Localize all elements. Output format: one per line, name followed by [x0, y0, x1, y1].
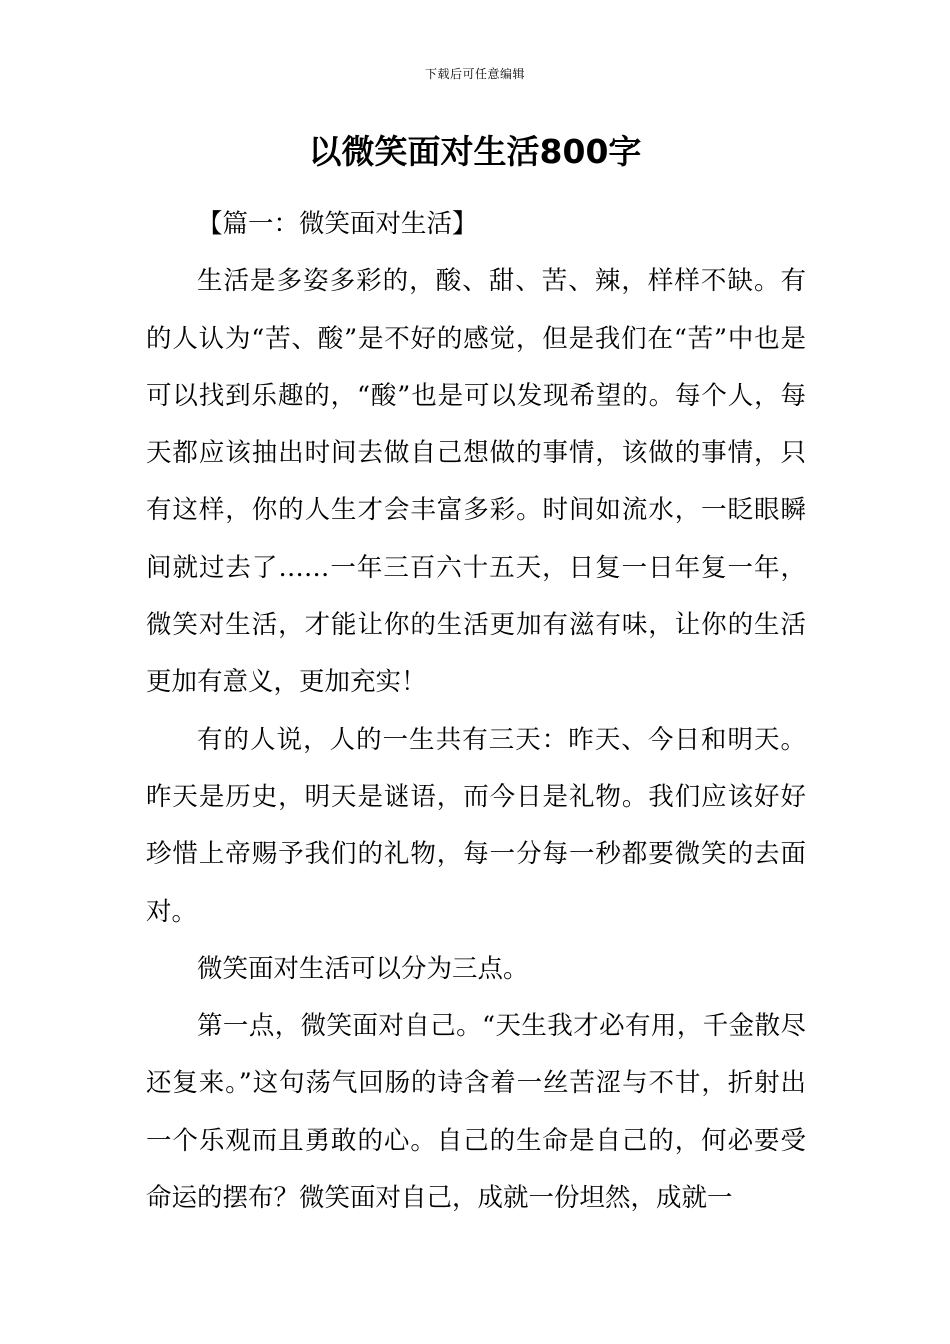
paragraph-4: 第一点，微笑面对自己。“天生我才必有用，千金散尽还复来。”这句荡气回肠的诗含着一丝苦涩与不甘，折射出一个乐观而且勇敢的心。自己的生命是自己的，何必要受命运的摆布？微笑面对自己，成就一份坦然，成就一 [146, 1011, 806, 1214]
header-note: 下载后可任意编辑 [424, 67, 525, 81]
paragraph-2: 有的人说，人的一生共有三天：昨天、今日和明天。昨天是历史，明天是谜语，而今日是礼物。我们应该好好珍惜上帝赐予我们的礼物，每一分每一秒都要微笑的去面对。 [146, 724, 806, 927]
paragraph-3: 微笑面对生活可以分为三点。 [197, 953, 529, 984]
paragraph-1: 生活是多姿多彩的，酸、甜、苦、辣，样样不缺。有的人认为“苦、酸”是不好的感觉，但是我们在“苦”中也是可以找到乐趣的，“酸”也是可以发现希望的。每个人，每天都应该抽出时间去做自己想做的事情，该做的事情，只有这样，你的人生才会丰富多彩。时间如流水，一眨眼瞬间就过去了……一年三百六十五天，日复一日年复一年，微笑对生活，才能让你的生活更加有滋有味，让你的生活更加有意义，更加充实！ [146, 266, 806, 698]
document-body [146, 196, 806, 1227]
section-heading: 【篇一：微笑面对生活】 [197, 209, 478, 239]
document-title: 以微笑面对生活800字 [308, 132, 642, 171]
